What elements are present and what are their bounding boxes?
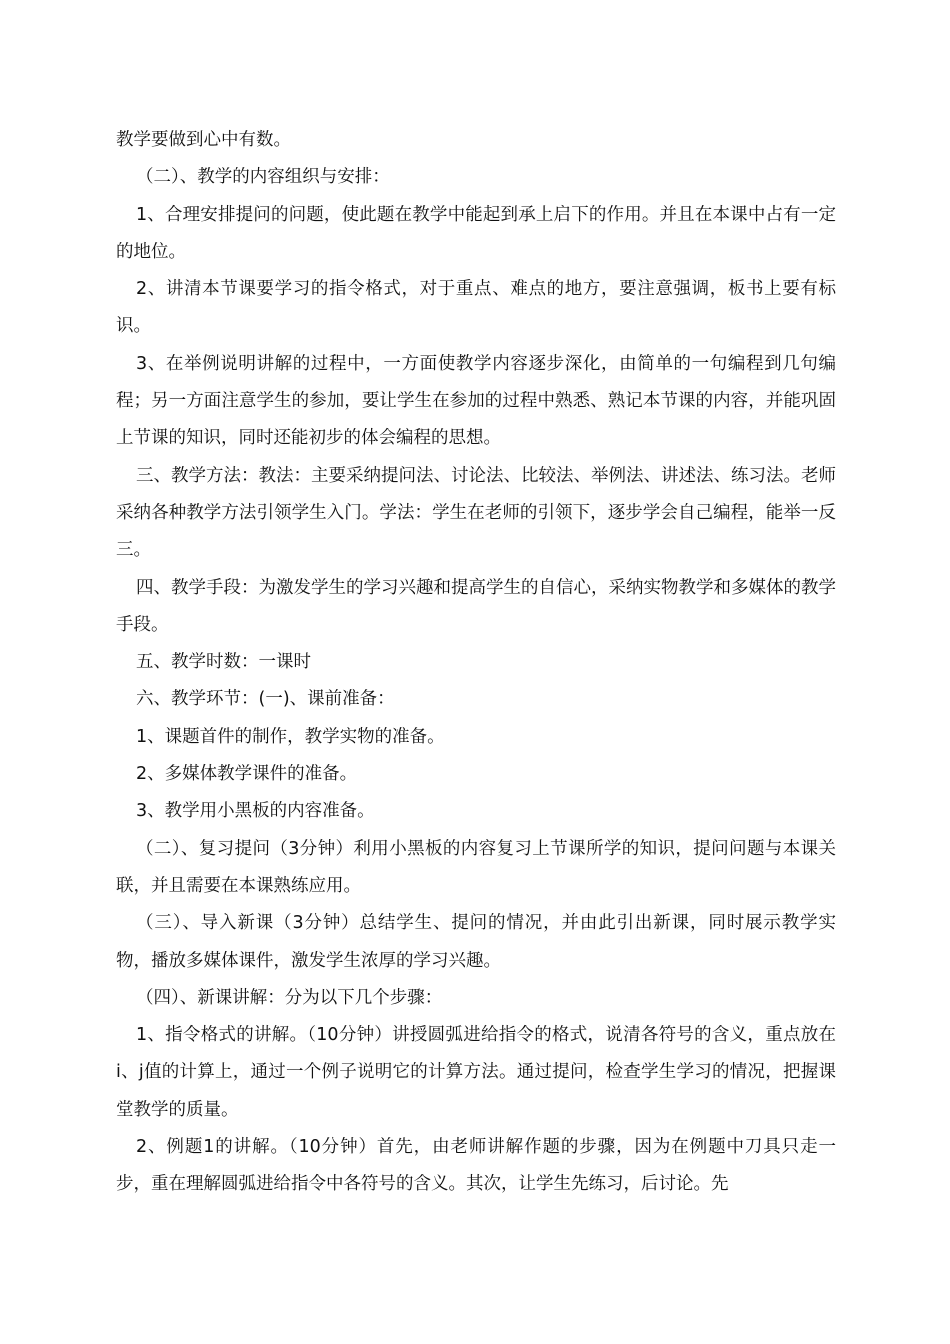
document-page — [116, 122, 836, 1204]
section-teaching-means: 四、教学手段：为激发学生的学习兴趣和提高学生的自信心，采纳实物教学和多媒体的教学手段。 — [116, 577, 836, 635]
section-new-lesson-explanation: （四）、新课讲解：分为以下几个步骤： — [136, 987, 443, 1008]
section-review-questions: （二）、复习提问（3分钟）利用小黑板的内容复习上节课所学的知识，提问问题与本课关联，并且需要在本课熟练应用。 — [116, 838, 836, 896]
step-item-2: 2、例题1的讲解。（10分钟）首先，由老师讲解作题的步骤，因为在例题中刀具只走一步，重在理解圆弧进给指令中各符号的含义。其次，让学生先练习，后讨论。先 — [116, 1137, 836, 1195]
step-item-1: 1、指令格式的讲解。（10分钟）讲授圆弧进给指令的格式，说清各符号的含义，重点放在i、j值的计算上，通过一个例子说明它的计算方法。通过提问，检查学生学习的情况，把握课堂教学的质量。 — [116, 1025, 836, 1120]
section-teaching-steps: 六、教学环节：(一)、课前准备： — [136, 689, 395, 710]
paragraph-item-1: 1、合理安排提问的问题，使此题在教学中能起到承上启下的作用。并且在本课中占有一定的地位。 — [116, 204, 836, 262]
section-teaching-hours: 五、教学时数：一课时 — [136, 652, 311, 673]
paragraph-item-2: 2、讲清本节课要学习的指令格式，对于重点、难点的地方，要注意强调，板书上要有标识。 — [116, 279, 836, 337]
section-teaching-methods: 三、教学方法：教法：主要采纳提问法、讨论法、比较法、举例法、讲述法、练习法。老师采纳各种教学方法引领学生入门。学法：学生在老师的引领下，逐步学会自己编程，能举一反三。 — [116, 465, 836, 561]
prep-item-1: 1、课题首件的制作，教学实物的准备。 — [136, 726, 445, 747]
prep-item-2: 2、多媒体教学课件的准备。 — [136, 764, 358, 785]
paragraph-item-3: 3、在举例说明讲解的过程中，一方面使教学内容逐步深化，由简单的一句编程到几句编程；另一方面注意学生的参加，要让学生在参加的过程中熟悉、熟记本节课的内容，并能巩固上节课的知识，同时还能初步的体会编程的思想。 — [116, 353, 836, 449]
section-heading-content-organization: （二）、教学的内容组织与安排： — [136, 167, 390, 188]
paragraph-continuation: 教学要做到心中有数。 — [116, 130, 291, 150]
prep-item-3: 3、教学用小黑板的内容准备。 — [136, 801, 375, 822]
section-introduce-new-lesson: （三）、导入新课（3分钟）总结学生、提问的情况，并由此引出新课，同时展示教学实物，播放多媒体课件，激发学生浓厚的学习兴趣。 — [116, 913, 836, 971]
